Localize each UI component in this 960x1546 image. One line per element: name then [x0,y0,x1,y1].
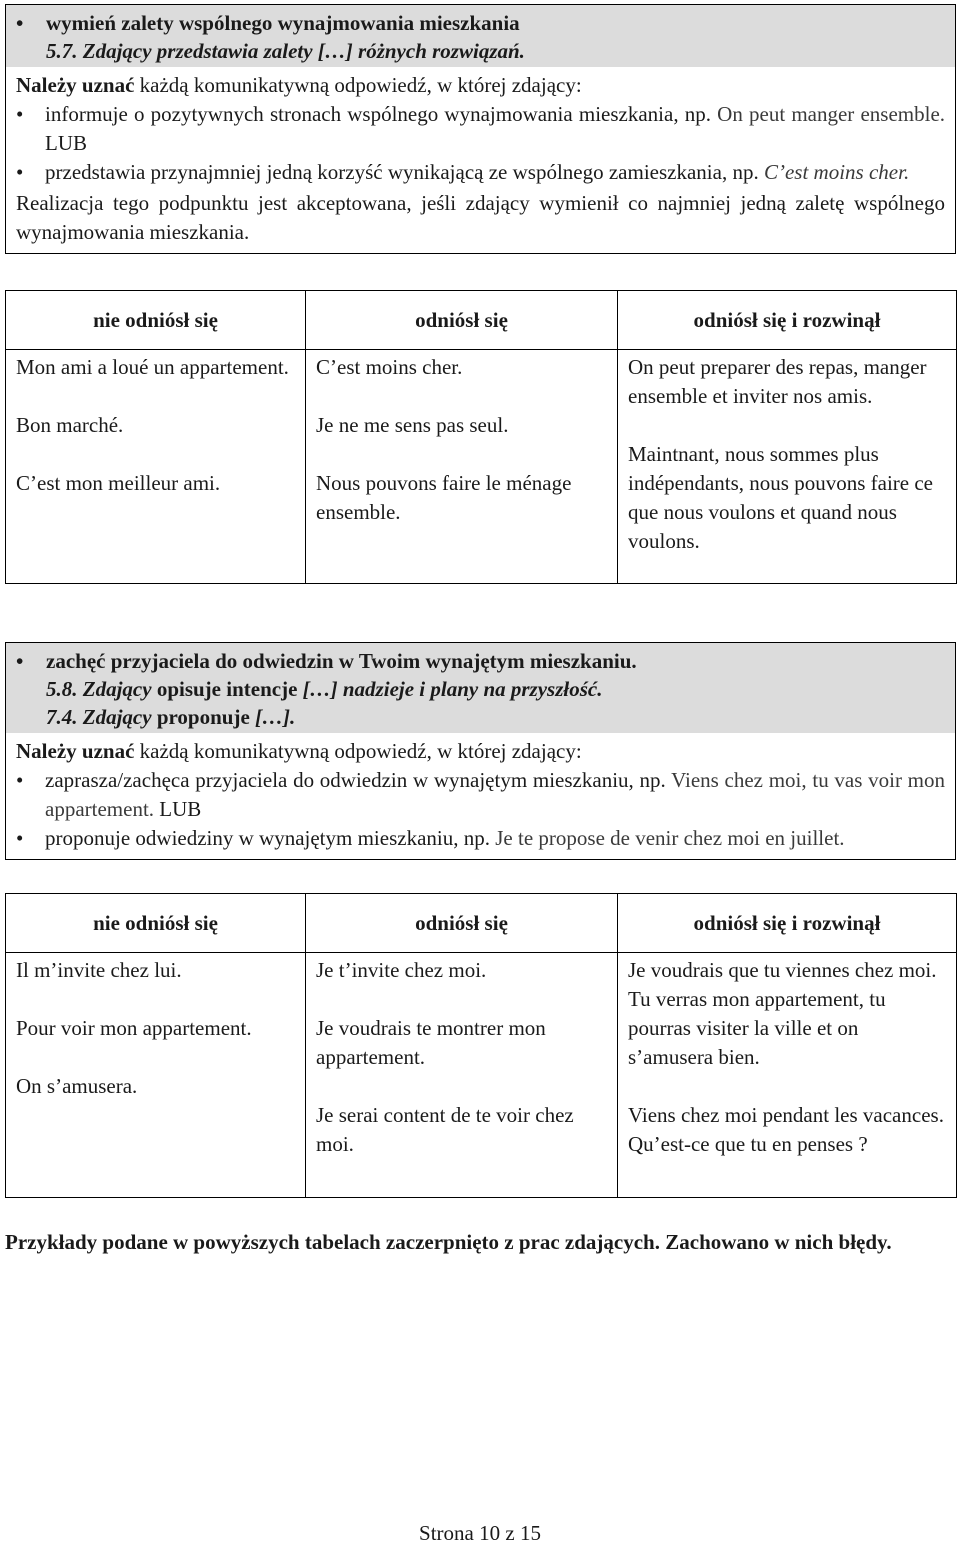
bullet-icon: • [16,768,24,792]
intro-2: Należy uznać każdą komunikatywną odpowiedź, w której zdający: [16,739,582,763]
example-text: C’est mon meilleur ami. [16,471,221,495]
criteria-box-2 [5,642,956,860]
example-text: Je serai content de te voir chez moi. [316,1103,574,1156]
example-text: Je t’invite chez moi. [316,958,487,982]
example-text: On peut preparer des repas, manger ensemble et inviter nos amis. [628,355,927,408]
requirement-7-4: 7.4. Zdający proponuje […]. [46,705,296,729]
requirement-5-7: 5.7. Zdający przedstawia zalety […] różnych rozwiązań. [46,39,525,63]
example-text: On s’amusera. [16,1074,138,1098]
header-addressed: odniósł się [306,894,618,953]
header-not-addressed: nie odniósł się [6,894,306,953]
bullet-icon: • [16,160,24,184]
task-bullet-2: zachęć przyjaciela do odwiedzin w Twoim wynajętym mieszkaniu. [46,649,637,673]
example-text: Viens chez moi pendant les vacances. Qu’est-ce que tu en penses ? [628,1103,944,1156]
criterion-bullet: • przedstawia przynajmniej jedną korzyść wynikającą ze wspólnego zamieszkania, np. C’est moins cher. [16,158,945,187]
bullet-icon: • [16,102,24,126]
example-text: Nous pouvons faire le ménage ensemble. [316,471,572,524]
requirement-5-8: 5.8. Zdający opisuje intencje […] nadzieje i plany na przyszłość. [46,677,603,701]
criterion-bullet: • zaprasza/zachęca przyjaciela do odwiedzin w wynajętym mieszkaniu, np. Viens chez moi, tu vas voir mon appartement. LUB [16,766,945,824]
criterion-bullet: • proponuje odwiedziny w wynajętym mieszkaniu, np. Je te propose de venir chez moi en juillet. [16,824,945,853]
header-addressed-developed: odniósł się i rozwinął [618,291,957,350]
cell-addressed [306,953,618,1198]
example-text: Pour voir mon appartement. [16,1016,252,1040]
cell-not-addressed [6,953,306,1198]
cell-addressed [306,350,618,584]
header-addressed: odniósł się [306,291,618,350]
task-bullet-1: wymień zalety wspólnego wynajmowania mieszkania [46,11,520,35]
criterion-bullet: • informuje o pozytywnych stronach wspólnego wynajmowania mieszkania, np. On peut manger ensemble. LUB [16,100,945,158]
example-text: Mon ami a loué un appartement. [16,355,289,379]
cell-addressed-developed [618,350,957,584]
bullet-icon: • [16,826,24,850]
example-text: C’est moins cher. [316,355,463,379]
page-number: Strona 10 z 15 [419,1521,541,1545]
header-not-addressed: nie odniósł się [6,291,306,350]
examples-table-2 [5,893,957,1198]
task-header-1 [6,5,955,67]
cell-not-addressed [6,350,306,584]
example-text: Je ne me sens pas seul. [316,413,509,437]
example-text: Maintnant, nous sommes plus indépendants, nous pouvons faire ce que nous voulons et quand nous voulons. [628,442,934,553]
example-text: Bon marché. [16,413,124,437]
header-addressed-developed: odniósł się i rozwinął [618,894,957,953]
bullet-icon: • [16,649,24,673]
example-text: Il m’invite chez lui. [16,958,182,982]
example-text: Je voudrais que tu viennes chez moi. Tu verras mon appartement, tu pourras visiter la ville et on s’amusera bien. [628,958,937,1069]
intro-1: Należy uznać każdą komunikatywną odpowiedź, w której zdający: [16,73,582,97]
bullet-icon: • [16,11,24,35]
examples-table-1 [5,290,957,584]
criteria-box-1 [5,4,956,254]
task-header-2 [6,643,955,733]
cell-addressed-developed [618,953,957,1198]
realization-note: Realizacja tego podpunktu jest akceptowana, jeśli zdający wymienił co najmniej jedną zaletę wspólnego wynajmowania mieszkania. [16,191,945,244]
examples-note: Przykłady podane w powyższych tabelach zaczerpnięto z prac zdających. Zachowano w nich błędy. [5,1230,892,1254]
example-text: Je voudrais te montrer mon appartement. [316,1016,546,1069]
